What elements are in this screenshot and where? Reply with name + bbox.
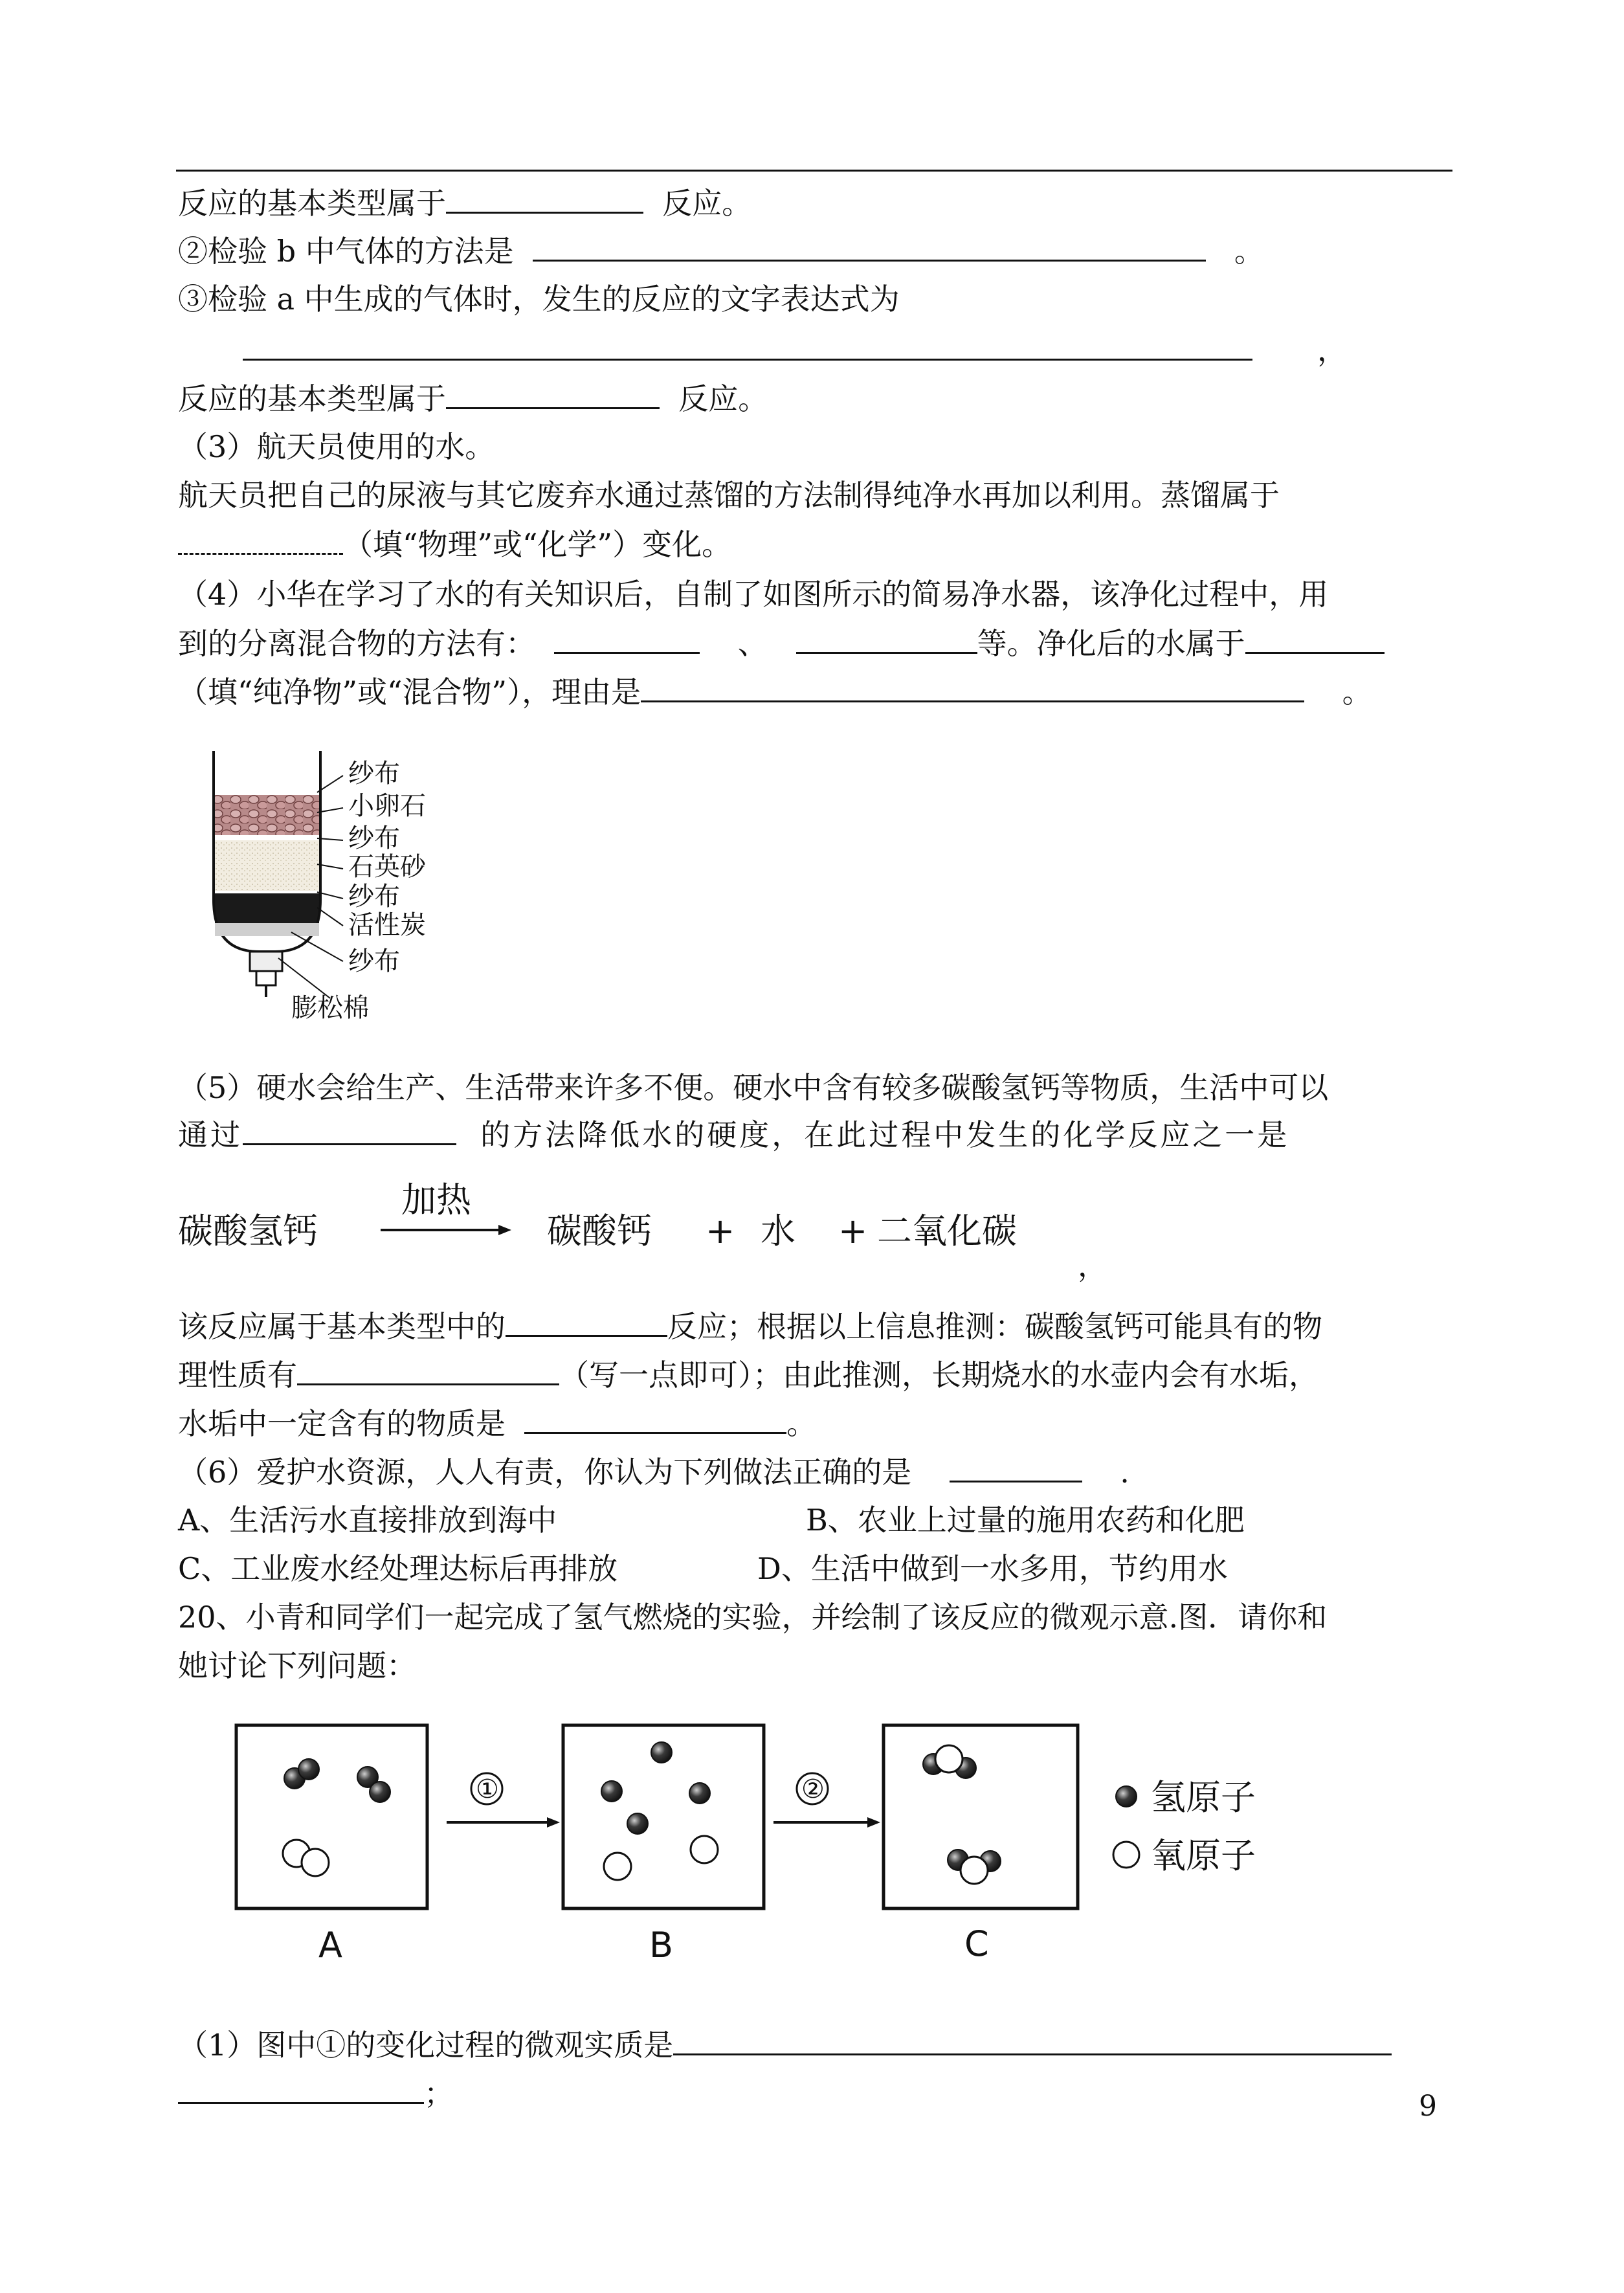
option-text: B、农业上过量的施用农药和化肥 [806,1503,1245,1538]
arrow-head [867,1817,880,1828]
text: 的方法降低水的硬度，在此过程中发生的化学反应之一是 [480,1117,1290,1152]
text-line [178,427,495,466]
text: 反应；根据以上信息推测：碳酸氢钙可能具有的物 [667,1309,1322,1344]
text: 、 [737,626,768,661]
text: 理性质有 [178,1358,297,1393]
text-line [178,476,1280,515]
hydrogen-atom [601,1781,622,1802]
filter-label: 纱布 [348,882,400,912]
text: （4）小华在学习了水的有关知识后，自制了如图所示的简易净水器，该净化过程中，用 [178,577,1329,612]
text-line [178,1306,1322,1346]
text: . [1120,1455,1129,1490]
micro-reaction-diagram [220,1712,1320,1984]
answer-blank[interactable] [243,330,1252,361]
answer-blank[interactable] [533,231,1206,262]
text-line [178,575,1328,614]
text-line [178,623,1385,663]
filter-bottle [214,751,320,997]
text: 。 [1342,675,1372,710]
option-c [178,1549,617,1588]
arrow-head [547,1817,560,1828]
answer-blank[interactable] [796,623,977,654]
answer-blank[interactable] [243,1115,456,1145]
text: 航天员把自己的尿液与其它废弃水通过蒸馏的方法制得纯净水再加以利用。蒸馏属于 [178,478,1280,513]
text-line [178,379,768,418]
text-line [178,280,900,319]
answer-blank[interactable] [673,2025,1392,2055]
reactant: 碳酸氢钙 [178,1211,318,1251]
text: （5）硬水会给生产、生活带来许多不便。硬水中含有较多碳酸氢钙等物质，生活中可以 [178,1070,1329,1105]
arrow-head [498,1225,511,1235]
text: ， [1078,1248,1107,1283]
text-line [178,1355,1318,1394]
text-line [178,183,751,223]
option-text: C、工业废水经处理达标后再排放 [178,1551,618,1586]
reaction-condition: 加热 [401,1180,471,1220]
plus-sign: + [838,1211,868,1251]
text: ， [1317,333,1347,368]
text: 。 [1234,234,1264,269]
filter-label: 小卵石 [348,791,426,821]
text-line [178,1452,1129,1492]
plus-sign: + [706,1211,735,1251]
text: 她讨论下列问题： [178,1648,416,1683]
text: 该反应属于基本类型中的 [178,1309,506,1344]
header-rule [176,170,1452,172]
option-text: A、生活污水直接排放到海中 [178,1503,557,1538]
answer-blank[interactable] [1245,623,1385,654]
oxygen-atom [604,1853,631,1880]
product: 水 [761,1211,795,1251]
text-line [178,1646,416,1685]
text: （填“物理”或“化学”）变化。 [343,527,732,562]
text-line [178,1598,1327,1637]
water-filter-diagram [194,738,466,1036]
answer-blank[interactable] [524,1404,786,1434]
page-number: 9 [1419,2090,1437,2123]
option-b [806,1501,1245,1539]
text-line [1078,1246,1107,1285]
filter-label: 纱布 [348,759,400,789]
filter-label: 石英砂 [348,852,426,882]
text-line [178,524,731,564]
text: （写一点即可）；由此推测，长期烧水的水壶内会有水垢， [559,1358,1318,1393]
answer-blank[interactable] [446,183,643,214]
option-text: D、生活中做到一水多用，节约用水 [757,1551,1228,1586]
hydrogen-legend-icon [1116,1786,1137,1807]
hydrogen-atom [651,1742,672,1763]
text: （1）图中①的变化过程的微观实质是 [178,2028,674,2063]
text: 到的分离混合物的方法有： [178,626,535,661]
text: （填“纯净物”或“混合物”），理由是 [178,675,641,710]
box-label-b: B [649,1925,674,1965]
text: 反应的基本类型属于 [178,381,446,416]
text: 。 [786,1406,817,1441]
text: 反应。 [662,186,752,221]
option-a [178,1501,557,1539]
answer-blank[interactable] [178,524,343,555]
text: 反应。 [678,381,768,416]
product: 二氧化碳 [877,1211,1017,1251]
text: （6）爱护水资源，人人有责，你认为下列做法正确的是 [178,1455,912,1490]
hydrogen-atom [627,1813,648,1834]
text: 通过 [178,1117,243,1152]
box-a [236,1725,427,1908]
text: 20、小青和同学们一起完成了氢气燃烧的实验，并绘制了该反应的微观示意.图．请你和 [178,1600,1328,1635]
legend-hydrogen: 氢原子 [1151,1777,1256,1818]
answer-blank[interactable] [554,623,700,654]
text: ； [424,2076,454,2111]
box-label-c: C [964,1923,989,1964]
answer-blank[interactable] [297,1355,559,1385]
text-line [178,2025,1392,2064]
text: ③检验 a 中生成的气体时，发生的反应的文字表达式为 [178,282,900,317]
text: （3）航天员使用的水。 [178,429,495,464]
text: 等。净化后的水属于 [977,626,1245,661]
hydrogen-atom [689,1783,710,1804]
text-line [178,2074,454,2113]
text-line [178,1404,816,1443]
text: 水垢中一定含有的物质是 [178,1406,506,1441]
filter-label: 膨松棉 [291,993,369,1023]
filter-label: 纱布 [348,823,400,853]
text-line [178,231,1264,271]
text-line [178,1115,1289,1154]
step-label: ② [801,1774,825,1804]
text-line [178,672,1372,711]
option-d [757,1549,1228,1588]
step-label: ① [476,1774,499,1804]
answer-blank[interactable] [506,1306,667,1337]
filter-label: 活性炭 [348,910,426,940]
product: 碳酸钙 [547,1211,652,1251]
answer-blank[interactable] [950,1452,1082,1482]
answer-blank[interactable] [446,379,660,409]
text-line [178,1068,1328,1107]
text-line [243,330,1347,370]
oxygen-legend-icon [1113,1842,1139,1868]
box-label-a: A [318,1925,342,1965]
text: ②检验 b 中气体的方法是 [178,234,514,269]
filter-label: 纱布 [348,946,400,976]
answer-blank[interactable] [178,2074,424,2104]
legend-oxygen: 氧原子 [1151,1835,1256,1876]
reaction-equation [175,1172,1146,1282]
text: 反应的基本类型属于 [178,186,446,221]
oxygen-atom [691,1836,718,1863]
answer-blank[interactable] [641,672,1304,702]
